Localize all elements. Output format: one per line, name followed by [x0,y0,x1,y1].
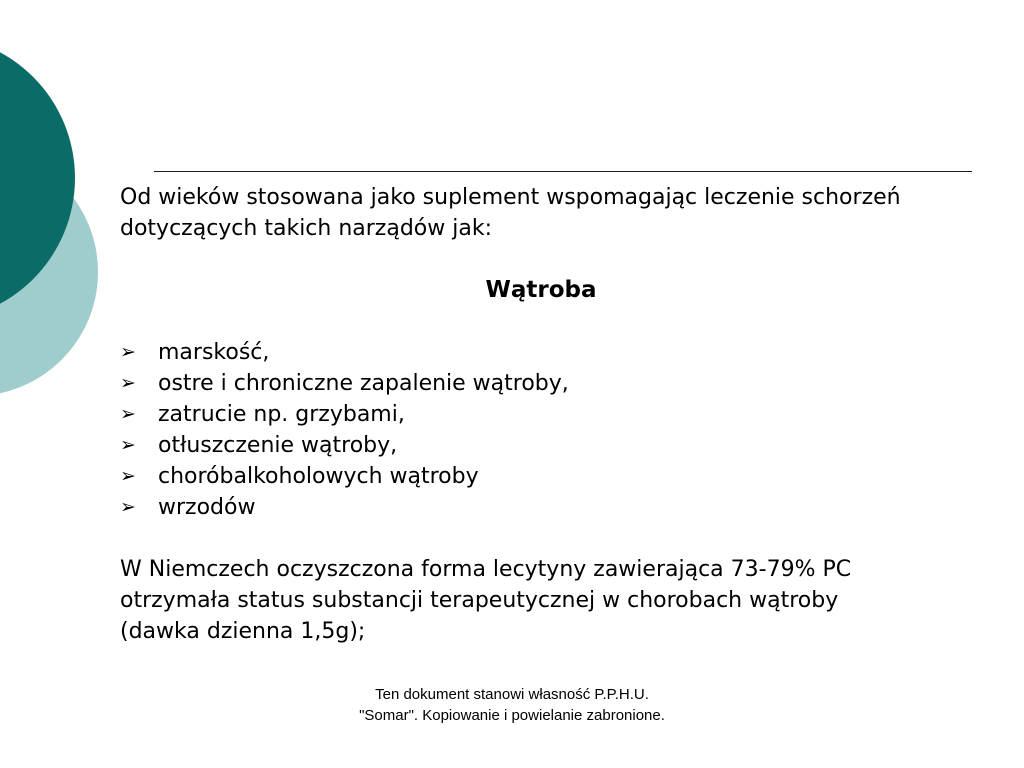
list-item-label: zatrucie np. grzybami, [158,402,405,427]
list-item-label: choróbalkoholowych wątroby [158,464,479,489]
list-item [120,430,970,461]
title-divider [154,171,972,172]
slide-body [120,182,970,647]
list-item-label: wrzodów [158,495,256,520]
arrowhead-bullet-icon: ➢ [120,403,136,425]
arrowhead-bullet-icon: ➢ [120,465,136,487]
intro-text: Od wieków stosowana jako suplement wspomagając leczenie schorzeń dotyczących takich narządów jak: [120,185,901,241]
arrowhead-bullet-icon: ➢ [120,372,136,394]
list-item-label: otłuszczenie wątroby, [158,433,398,458]
copyright-notice: Ten dokument stanowi własność P.P.H.U. "Somar". Kopiowanie i powielanie zabronione. [359,686,665,724]
section-heading: Wątroba [485,277,597,303]
arrowhead-bullet-icon: ➢ [120,341,136,363]
arrowhead-bullet-icon: ➢ [120,496,136,518]
list-item [120,337,970,368]
list-item-label: marskość, [158,340,270,365]
list-item [120,461,970,492]
list-item [120,492,970,523]
arrowhead-bullet-icon: ➢ [120,434,136,456]
closing-text: W Niemczech oczyszczona forma lecytyny zawierająca 73-79% PC otrzymała status substancji terapeutycznej w chorobach wątroby (dawka dzienna 1,5g); [120,557,852,644]
list-item [120,368,970,399]
bullet-list [120,337,970,523]
list-item-label: ostre i chroniczne zapalenie wątroby, [158,371,569,396]
list-item [120,399,970,430]
